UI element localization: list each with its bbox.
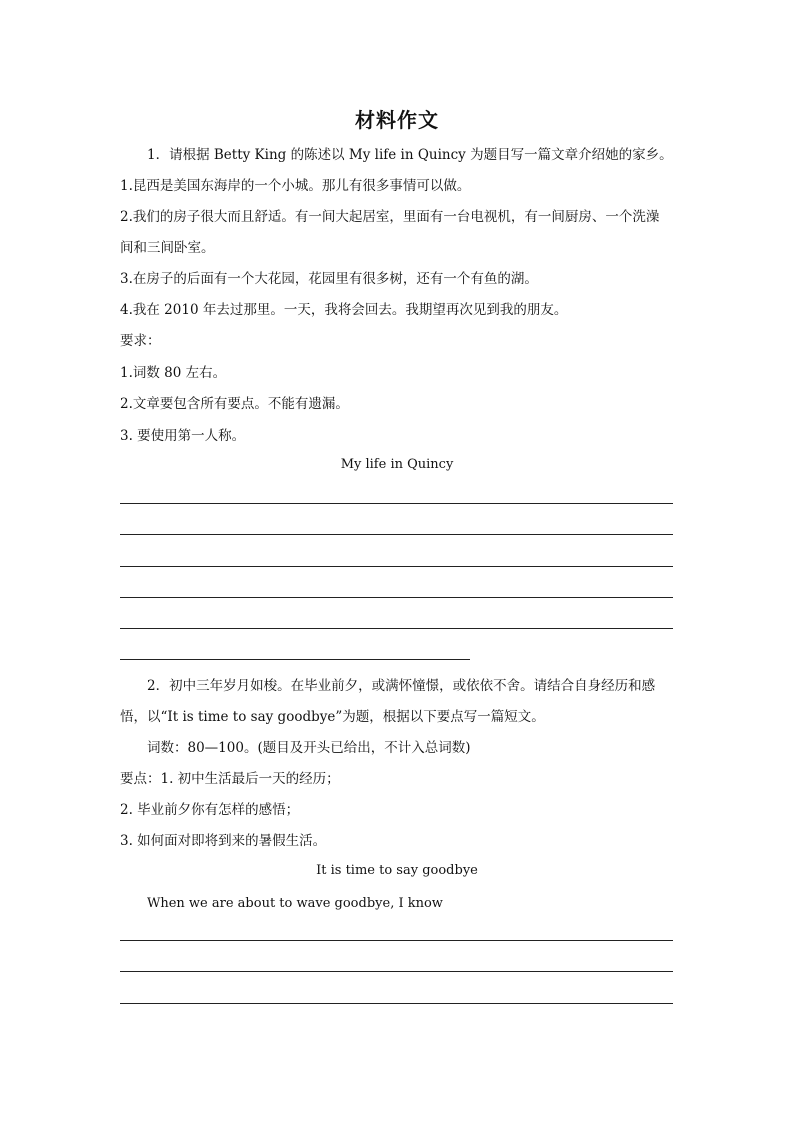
- q2-point-2: 2. 毕业前夕你有怎样的感悟；: [120, 802, 300, 818]
- writing-line: [120, 534, 673, 535]
- q1-point-2-line-2: 间和三间卧室。: [120, 240, 215, 256]
- writing-line: [120, 971, 673, 972]
- q2-prompt-line-2: 悟，以“It is time to say goodbye”为题，根据以下要点写一篇短文。: [120, 709, 545, 725]
- q2-word-count: 词数：80—100。(题目及开头已给出，不计入总词数): [147, 740, 471, 756]
- q1-point-4: 4.我在 2010 年去过那里。一天，我将会回去。我期望再次见到我的朋友。: [120, 302, 568, 318]
- writing-line: [120, 503, 673, 504]
- q2-essay-title: It is time to say goodbye: [316, 863, 478, 878]
- q2-prompt-line-1: 2．初中三年岁月如梭。在毕业前夕，或满怀憧憬，或依依不舍。请结合自身经历和感: [147, 678, 656, 694]
- writing-line: [120, 597, 673, 598]
- q1-point-2-line-1: 2.我们的房子很大而且舒适。有一间大起居室，里面有一台电视机，有一间厨房、一个洗澡: [120, 209, 660, 225]
- q1-point-3: 3.在房子的后面有一个大花园，花园里有很多树，还有一个有鱼的湖。: [120, 271, 538, 287]
- q1-essay-title: My life in Quincy: [340, 457, 454, 472]
- q1-point-1: 1.昆西是美国东海岸的一个小城。那儿有很多事情可以做。: [120, 178, 471, 194]
- q1-prompt: 1．请根据 Betty King 的陈述以 My life in Quincy 为题目写一篇文章介绍她的家乡。: [147, 147, 673, 163]
- page-title: 材料作文: [355, 108, 439, 132]
- q2-point-3: 3. 如何面对即将到来的暑假生活。: [120, 833, 327, 849]
- q2-essay-opening: When we are about to wave goodbye, I know: [147, 896, 443, 911]
- writing-line: [120, 566, 673, 567]
- q1-requirement-1: 1.词数 80 左右。: [120, 365, 227, 381]
- writing-line: [120, 628, 673, 629]
- q1-requirement-3: 3. 要使用第一人称。: [120, 428, 246, 444]
- writing-line: [120, 940, 673, 941]
- q1-requirements-label: 要求：: [120, 333, 161, 349]
- q1-requirement-2: 2.文章要包含所有要点。不能有遗漏。: [120, 396, 349, 412]
- writing-line: [120, 1003, 673, 1004]
- q2-point-1: 要点：1. 初中生活最后一天的经历；: [120, 771, 340, 787]
- writing-line-short: [120, 659, 470, 660]
